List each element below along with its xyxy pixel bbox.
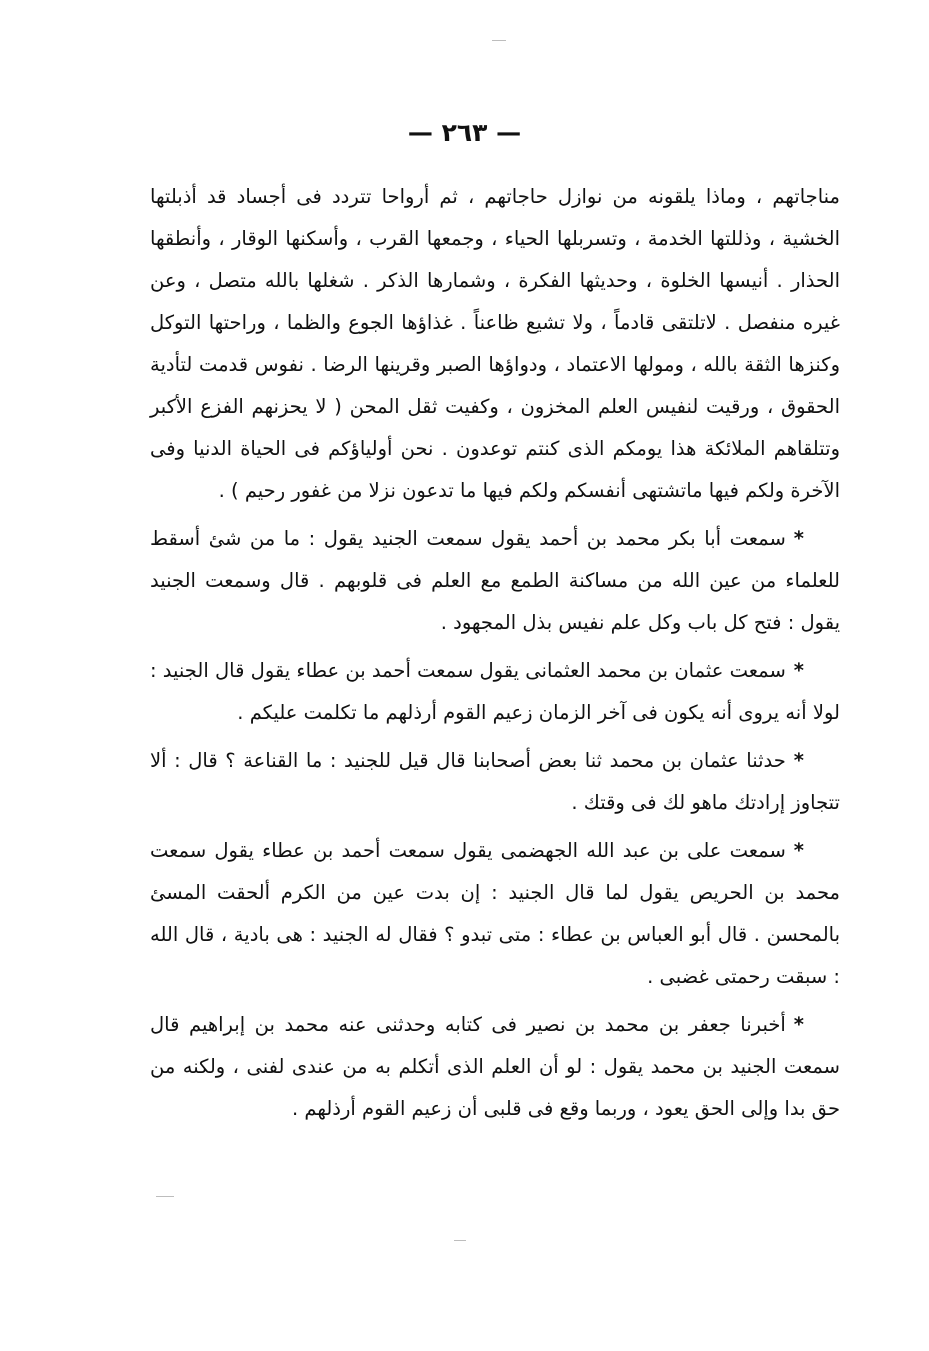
page-number: — ٢٦٣ —	[407, 118, 522, 147]
scan-speck	[492, 40, 506, 41]
scan-speck	[156, 1196, 174, 1197]
paragraph-entry	[150, 650, 840, 734]
paragraph-entry	[150, 740, 840, 824]
paragraph-text: سمعت على بن عبد الله الجهضمى يقول سمعت أحمد بن عطاء يقول سمعت محمد بن الحريص يقول لما قال الجنيد : إن بدت عين من الكرم ألحقت المسئ بالمحسن . قال أبو العباس بن عطاء : متى تبدو ؟ فقال له الجنيد : هى بادية ، قال الله : سبقت رحمتى غضبى .	[150, 839, 840, 988]
paragraph-text: سمعت عثمان بن محمد العثمانى يقول سمعت أحمد بن عطاء يقول قال الجنيد : لولا أنه يروى أنه يكون فى آخر الزمان زعيم القوم أرذلهم ما تكلمت عليكم .	[150, 659, 840, 724]
paragraph-continuation	[150, 176, 840, 512]
paragraph-entry	[150, 830, 840, 998]
paragraph-text: مناجاتهم ، وماذا يلقونه من نوازل حاجاتهم ، ثم أرواحا تتردد فى أجساد قد أذبلتها الخشية ، وذللتها الخدمة ، وتسربلها الحياء ، وجمعها القرب ، وأسكنها الوقار ، وأنطقها الحذار . أنيسها الخلوة ، وحديثها الفكرة ، وشمارها الذكر . شغلها بالله متصل ، وعن غيره منفصل . لاتلتقى قادماً ، ولا تشيع ظاعناً . غذاؤها الجوع والظما ، وراحتها التوكل وكنزها الثقة بالله ، ومولها الاعتماد ، ودواؤها الصبر وقرينها الرضا . نفوس قدمت لتأدية الحقوق ، ورقيت لنفيس العلم المخزون ، وكفيت ثقل المحن ( لا يحزنهم الفزع الأكبر وتتلقاهم الملائكة هذا يومكم الذى كنتم توعدون . نحن أولياؤكم فى الحياة الدنيا وفى الآخرة ولكم فيها ماتشتهى أنفسكم ولكم فيها ما تدعون نزلا من غفور رحيم ) .	[150, 185, 840, 502]
paragraph-text: حدثنا عثمان بن محمد ثنا بعض أصحابنا قال قيل للجنيد : ما القناعة ؟ قال : ألا تتجاوز إرادتك ماهو لك فى وقتك .	[150, 749, 840, 814]
paragraph-entry	[150, 1004, 840, 1130]
page-body	[150, 176, 840, 1130]
paragraph-text: أخبرنا جعفر بن محمد بن نصير فى كتابه وحدثنى عنه محمد بن إبراهيم قال سمعت الجنيد بن محمد يقول : لو أن العلم الذى أتكلم به من عندى لفنى ، ولكنه من حق بدا وإلى الحق يعود ، وربما وقع فى قلبى أن زعيم القوم أرذلهم .	[150, 1013, 840, 1120]
paragraph-entry	[150, 518, 840, 644]
star-marker-icon: *	[793, 659, 804, 682]
star-marker-icon: *	[793, 749, 804, 772]
paragraph-text: سمعت أبا بكر محمد بن أحمد يقول سمعت الجنيد يقول : ما من شئ أسقط للعلماء من عين الله من مساكنة الطمع مع العلم فى قلوبهم . قال وسمعت الجنيد يقول : فتح كل باب وكل علم نفيس بذل المجهود .	[150, 527, 840, 634]
scan-speck	[454, 1240, 466, 1241]
star-marker-icon: *	[793, 839, 804, 862]
star-marker-icon: *	[793, 1013, 804, 1036]
star-marker-icon: *	[793, 527, 804, 550]
